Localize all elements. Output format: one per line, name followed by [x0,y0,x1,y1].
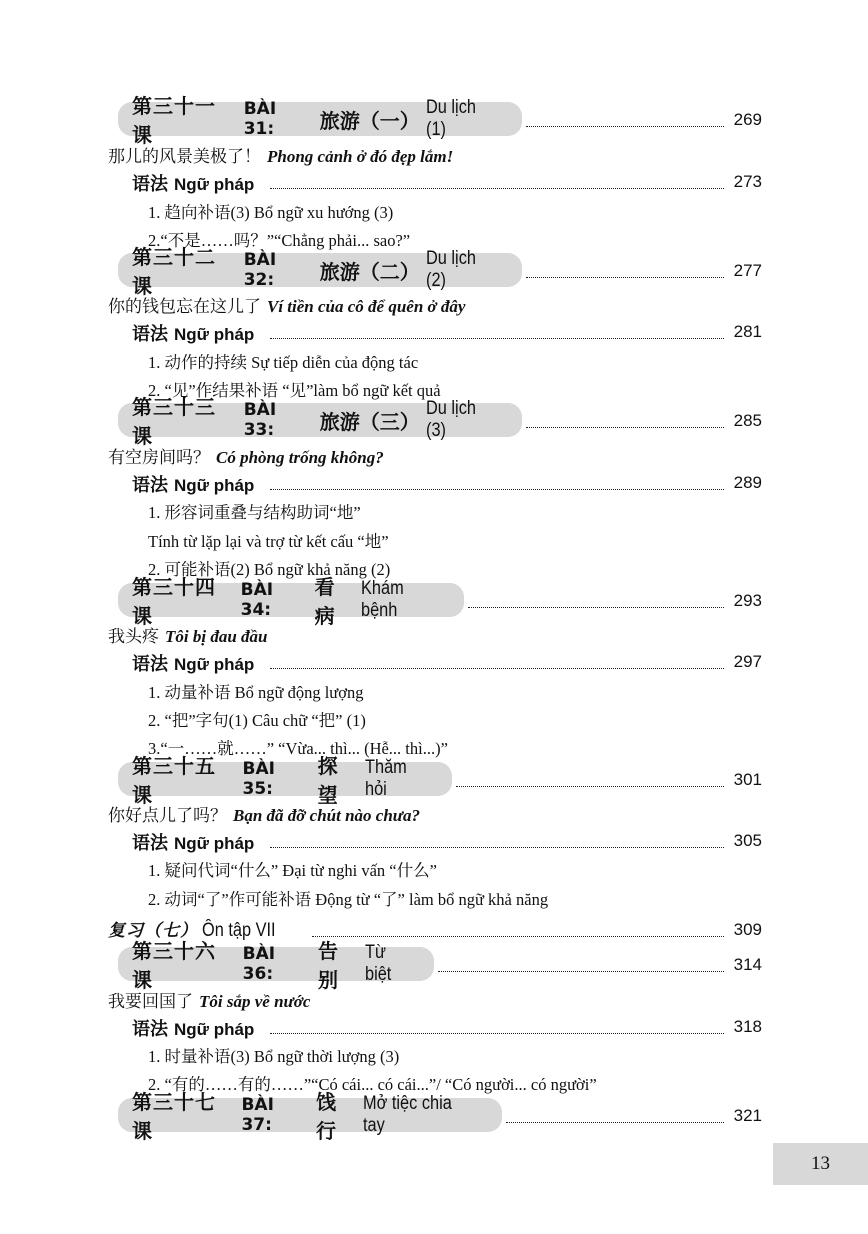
lesson-number-cn: 第三十五课 [132,754,216,807]
subtitle-vn: Tôi bị đau đầu [165,627,268,646]
lesson-number-vn: BÀI 35: [242,759,275,799]
lesson-header [118,395,522,448]
page-ref: 305 [733,831,762,850]
dotted-leader [270,188,724,189]
grammar-vn: Ngữ pháp [174,175,255,194]
dotted-leader [526,427,724,428]
dotted-leader [270,1033,724,1034]
lesson-header [118,754,452,807]
dotted-leader [312,936,724,937]
dotted-leader [456,786,724,787]
lesson-title-cn: 旅游（三） [319,409,420,434]
lesson-subtitle [108,292,465,317]
review-vn: Ôn tập VII [202,920,276,941]
grammar-item: 2. 动词“了”作可能补语 Động từ “了” làm bổ ngữ khả năng [148,890,549,909]
grammar-item: 2.“不是……吗？”“Chẳng phải... sao?” [148,231,411,250]
lesson-title-cn: 看病 [314,575,335,628]
review-cn: 复习（七） [108,921,198,941]
grammar-item: Tính từ lặp lại và trợ từ kết cấu “地” [148,532,389,551]
grammar-heading [132,1015,254,1041]
lesson-number-cn: 第三十一课 [132,94,216,147]
grammar-cn: 语法 [132,475,168,496]
grammar-heading [132,471,254,497]
subtitle-vn: Ví tiền của cô để quên ở đây [267,297,466,316]
lesson-title-vn: Từ biệt [365,942,392,985]
lesson-header [118,245,522,298]
dotted-leader [270,338,724,339]
lesson-number-vn: BÀI 36: [242,944,276,984]
dotted-leader [526,126,724,127]
grammar-heading [132,829,254,855]
page-ref: 293 [733,591,762,610]
page-ref: 321 [733,1106,762,1125]
subtitle-vn: Tôi sắp về nước [199,992,311,1011]
dotted-leader [506,1122,724,1123]
page-ref: 281 [733,322,762,341]
dotted-leader [270,847,724,848]
grammar-item: 3.“一……就……” “Vừa... thì... (Hễ... thì...)” [148,739,448,758]
lesson-header [118,575,464,628]
grammar-vn: Ngữ pháp [174,834,255,853]
lesson-number-cn: 第三十七课 [132,1090,216,1143]
subtitle-cn: 我头疼 [108,627,159,647]
grammar-cn: 语法 [132,174,168,195]
lesson-number-vn: BÀI 37: [241,1095,274,1135]
lesson-title-cn: 告别 [317,939,338,992]
dotted-leader [270,489,724,490]
page-ref: 273 [733,172,762,191]
lesson-title-cn: 旅游（二） [319,259,420,284]
page-ref: 309 [733,920,762,939]
grammar-vn: Ngữ pháp [174,325,255,344]
subtitle-cn: 那儿的风景美极了！ [108,147,261,167]
grammar-item: 1. 动量补语 Bổ ngữ động lượng [148,683,364,702]
lesson-title-vn: Thăm hỏi [364,757,407,800]
grammar-heading [132,170,254,196]
lesson-number-vn: BÀI 34: [240,580,274,620]
lesson-title-cn: 饯行 [315,1090,336,1143]
page-ref: 277 [733,261,762,280]
subtitle-cn: 有空房间吗？ [108,448,210,468]
subtitle-vn: Phong cảnh ở đó đẹp lắm! [267,147,454,166]
grammar-vn: Ngữ pháp [174,1020,255,1039]
lesson-title-vn: Khám bệnh [360,578,404,621]
grammar-item: 1. 趋向补语(3) Bổ ngữ xu hướng (3) [148,203,394,222]
lesson-number-cn: 第三十四课 [132,575,216,628]
grammar-item: 1. 时量补语(3) Bổ ngữ thời lượng (3) [148,1047,400,1066]
grammar-item: 2. “见”作结果补语 “见”làm bổ ngữ kết quả [148,381,441,400]
grammar-cn: 语法 [132,654,168,675]
lesson-title-cn: 探望 [317,754,338,807]
lesson-title-vn: Mở tiệc chia tay [362,1093,452,1136]
grammar-vn: Ngữ pháp [174,476,255,495]
lesson-number-cn: 第三十二课 [132,245,216,298]
lesson-header [118,939,434,992]
lesson-title-cn: 旅游（一） [319,108,420,133]
page-ref: 318 [733,1017,762,1036]
grammar-vn: Ngữ pháp [174,655,255,674]
lesson-header [118,94,522,147]
lesson-subtitle [108,987,310,1012]
subtitle-cn: 我要回国了 [108,992,193,1012]
lesson-number-vn: BÀI 31: [243,99,277,139]
grammar-heading [132,650,254,676]
dotted-leader [468,607,724,608]
subtitle-vn: Bạn đã đỡ chút nào chưa? [233,806,420,825]
lesson-subtitle [108,622,268,647]
dotted-leader [438,971,724,972]
grammar-item: 2. “把”字句(1) Câu chữ “把” (1) [148,711,366,730]
dotted-leader [270,668,724,669]
page-ref: 301 [733,770,762,789]
lesson-number-vn: BÀI 32: [243,250,277,290]
grammar-item: 1. 疑问代词“什么” Đại từ nghi vấn “什么” [148,861,437,880]
grammar-item: 1. 动作的持续 Sự tiếp diễn của động tác [148,353,419,372]
grammar-cn: 语法 [132,324,168,345]
subtitle-cn: 你好点儿了吗？ [108,806,227,826]
page-ref: 314 [733,955,762,974]
lesson-title-vn: Du lịch (3) [426,398,477,441]
dotted-leader [526,277,724,278]
page-ref: 297 [733,652,762,671]
grammar-cn: 语法 [132,833,168,854]
grammar-item: 2. “有的……有的……”“Có cái... có cái...”/ “Có người... có người” [148,1075,597,1094]
page-number: 13 [773,1143,868,1185]
lesson-number-cn: 第三十三课 [132,395,216,448]
lesson-title-vn: Du lịch (2) [426,248,477,291]
page-ref: 289 [733,473,762,492]
grammar-item: 1. 形容词重叠与结构助词“地” [148,503,361,522]
lesson-number-cn: 第三十六课 [132,939,216,992]
grammar-item: 2. 可能补语(2) Bổ ngữ khả năng (2) [148,560,391,579]
lesson-header [118,1090,502,1143]
lesson-number-vn: BÀI 33: [243,400,277,440]
subtitle-vn: Có phòng trống không? [216,448,384,467]
grammar-heading [132,320,254,346]
lesson-title-vn: Du lịch (1) [426,97,477,140]
lesson-subtitle [108,443,384,468]
lesson-subtitle [108,142,453,167]
grammar-cn: 语法 [132,1019,168,1040]
lesson-subtitle [108,801,420,826]
page-ref: 285 [733,411,762,430]
page-ref: 269 [733,110,762,129]
subtitle-cn: 你的钱包忘在这儿了 [108,297,261,317]
